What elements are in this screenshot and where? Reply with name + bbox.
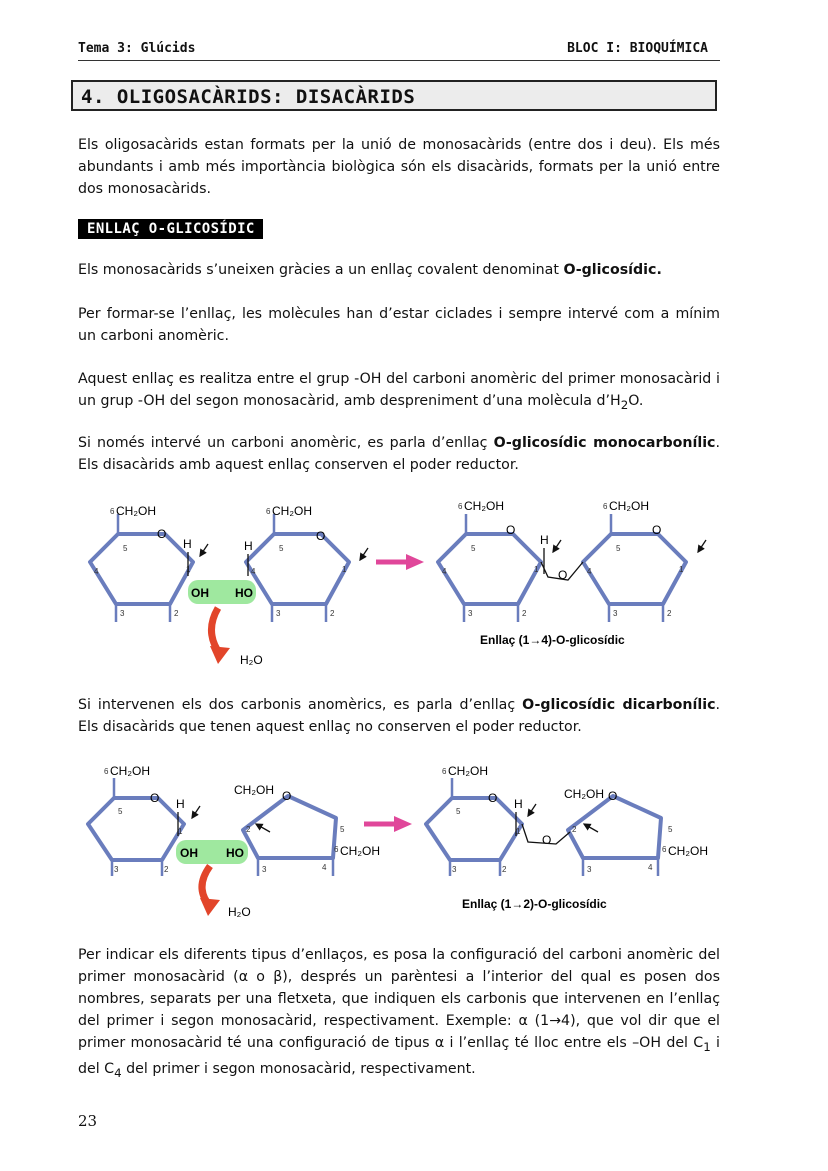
ring-6 — [243, 796, 336, 858]
svg-text:O: O — [150, 791, 160, 805]
svg-text:H: H — [183, 537, 192, 551]
svg-text:4: 4 — [322, 863, 327, 872]
svg-text:6: 6 — [662, 845, 667, 854]
svg-text:3: 3 — [276, 609, 281, 618]
p4-end: . Els disacàrids amb aquest enllaç conserven el poder reductor. — [78, 435, 720, 473]
svg-text:OH: OH — [180, 846, 198, 860]
paragraph-3 — [78, 368, 720, 416]
ho-label: HO — [235, 586, 253, 600]
ring-8 — [568, 796, 661, 858]
paragraph-6 — [78, 944, 720, 1084]
svg-text:CH₂OH: CH₂OH — [609, 499, 649, 513]
p1-bold: O-glicosídic — [563, 262, 657, 278]
svg-text:4: 4 — [442, 567, 447, 576]
p3-sub: 2 — [620, 397, 629, 412]
intro-paragraph: Els oligosacàrids estan formats per la unió de monosacàrids (entre dos i deu). Els més abundants i amb més importància biològica són els disacàrids, formats per la unió entre dos monosacàrids. — [78, 137, 720, 197]
figure-2-caption: Enllaç (1→2)-O-glicosídic — [462, 897, 607, 911]
p3-end: O. — [628, 393, 644, 409]
ring-5 — [88, 798, 184, 860]
p1-end: . — [656, 262, 662, 278]
oh-label: OH — [191, 586, 209, 600]
ring-7 — [426, 798, 522, 860]
svg-text:3: 3 — [452, 865, 457, 874]
p3-text: Aquest enllaç es realitza entre el grup -OH del carboni anomèric del primer monosacàrid i un grup -OH del segon monosacàrid, amb despreniment d’una molècula d’H — [78, 371, 720, 409]
svg-text:CH₂OH: CH₂OH — [448, 764, 488, 778]
svg-text:CH₂OH: CH₂OH — [234, 783, 274, 797]
svg-text:3: 3 — [114, 865, 119, 874]
svg-text:6: 6 — [603, 502, 608, 511]
p6-b: i del C — [78, 1035, 721, 1077]
svg-text:4: 4 — [251, 567, 256, 576]
svg-text:6: 6 — [104, 767, 109, 776]
reaction-arrow — [376, 554, 424, 570]
svg-text:5: 5 — [668, 825, 673, 834]
figure-1-caption: Enllaç (1→4)-O-glicosídic — [480, 633, 625, 647]
svg-text:6: 6 — [442, 767, 447, 776]
p1-text: Els monosacàrids s’uneixen gràcies a un enllaç covalent denominat — [78, 262, 564, 278]
svg-text:CH₂OH: CH₂OH — [564, 787, 604, 801]
svg-text:6: 6 — [266, 507, 271, 516]
ring-1 — [90, 534, 193, 604]
svg-text:CH₂OH: CH₂OH — [340, 844, 380, 858]
ring-3 — [438, 534, 541, 604]
svg-text:3: 3 — [613, 609, 618, 618]
header-block: BLOC I: BIOQUÍMICA — [567, 41, 708, 56]
svg-text:4: 4 — [94, 567, 99, 576]
svg-text:3: 3 — [262, 865, 267, 874]
p6-a: Per indicar els diferents tipus d’enllaços, es posa la configuració del carboni anomèric del primer monosacàrid (α o β), després un parèntesi a l’interior del qual es posen dos nombres, separats per una fletxeta, que indiquen els carbonis que intervenen en l’enllaç del primer i segon monosacàrid, respectivament. Exemple: α (1→4), que vol dir que el primer monosacàrid té una configuració de tipus α i l’enllaç té lloc entre els –OH del C — [78, 947, 720, 1051]
svg-text:5: 5 — [340, 825, 345, 834]
section-title: 4. OLIGOSACÀRIDS: DISACÀRIDS — [81, 86, 416, 108]
svg-text:O: O — [316, 529, 326, 543]
svg-text:O: O — [506, 523, 516, 537]
svg-text:5: 5 — [456, 807, 461, 816]
svg-text:5: 5 — [471, 544, 476, 553]
header-divider — [78, 60, 720, 61]
svg-text:1: 1 — [186, 565, 191, 574]
svg-text:6: 6 — [334, 845, 339, 854]
subsection-title: ENLLAÇ O-GLICOSÍDIC — [78, 219, 263, 239]
svg-text:CH₂OH: CH₂OH — [668, 844, 708, 858]
page-number: 23 — [78, 1112, 98, 1130]
svg-text:6: 6 — [458, 502, 463, 511]
svg-text:5: 5 — [123, 544, 128, 553]
svg-text:2: 2 — [330, 609, 335, 618]
svg-text:O: O — [608, 789, 618, 803]
p5-text: Si intervenen els dos carbonis anomèrics, es parla d’enllaç — [78, 697, 523, 713]
svg-text:CH₂OH: CH₂OH — [464, 499, 504, 513]
section-title-box — [71, 80, 717, 111]
p4-text: Si només intervé un carboni anomèric, es parla d’enllaç — [78, 435, 494, 451]
p6-sub2: 4 — [114, 1065, 122, 1080]
svg-text:1: 1 — [342, 565, 347, 574]
svg-text:CH₂OH: CH₂OH — [272, 504, 312, 518]
svg-text:2: 2 — [522, 609, 527, 618]
svg-text:1: 1 — [178, 827, 183, 836]
svg-text:1: 1 — [534, 565, 539, 574]
svg-text:2: 2 — [572, 825, 577, 834]
svg-text:O: O — [282, 789, 292, 803]
svg-text:5: 5 — [279, 544, 284, 553]
svg-text:O: O — [542, 833, 552, 847]
svg-text:1: 1 — [516, 827, 521, 836]
p6-sub1: 1 — [703, 1039, 711, 1054]
svg-text:CH₂OH: CH₂OH — [116, 504, 156, 518]
svg-text:HO: HO — [226, 846, 244, 860]
svg-text:H: H — [244, 539, 253, 553]
svg-text:O: O — [488, 791, 498, 805]
svg-text:2: 2 — [667, 609, 672, 618]
svg-text:2: 2 — [174, 609, 179, 618]
paragraph-2: Per formar-se l’enllaç, les molècules han d’estar ciclades i sempre intervé com a mínim un carboni anomèric. — [78, 306, 720, 344]
svg-text:3: 3 — [120, 609, 125, 618]
svg-text:3: 3 — [587, 865, 592, 874]
svg-text:2: 2 — [246, 825, 251, 834]
paragraph-1 — [78, 259, 720, 281]
svg-text:2: 2 — [502, 865, 507, 874]
svg-text:5: 5 — [616, 544, 621, 553]
reaction-arrow-2 — [364, 816, 412, 832]
svg-text:O: O — [652, 523, 662, 537]
svg-text:CH₂OH: CH₂OH — [110, 764, 150, 778]
paragraph-4 — [78, 432, 720, 476]
svg-text:4: 4 — [587, 567, 592, 576]
svg-text:H: H — [540, 533, 549, 547]
svg-text:H₂O: H₂O — [240, 653, 263, 667]
p5-end: . Els disacàrids que tenen aquest enllaç no conserven el poder reductor. — [78, 697, 721, 735]
ring-4 — [583, 534, 686, 604]
svg-text:6: 6 — [110, 507, 115, 516]
header-chapter: Tema 3: Glúcids — [78, 41, 196, 56]
svg-text:4: 4 — [648, 863, 653, 872]
svg-text:O: O — [157, 527, 167, 541]
svg-text:3: 3 — [468, 609, 473, 618]
figure-1-diagram — [78, 492, 728, 677]
svg-text:O: O — [558, 568, 568, 582]
p4-bold: O-glicosídic monocarbonílic — [493, 435, 716, 451]
svg-text:5: 5 — [118, 807, 123, 816]
svg-text:H: H — [176, 797, 185, 811]
svg-text:H₂O: H₂O — [228, 905, 251, 919]
svg-text:1: 1 — [679, 565, 684, 574]
svg-text:2: 2 — [164, 865, 169, 874]
p6-c: del primer i segon monosacàrid, respectivament. — [121, 1060, 476, 1077]
svg-text:H: H — [514, 797, 523, 811]
paragraph-5 — [78, 694, 720, 738]
figure-2-diagram — [78, 758, 728, 928]
p5-bold: O-glicosídic dicarbonílic — [522, 697, 716, 713]
ring-2 — [246, 534, 349, 604]
